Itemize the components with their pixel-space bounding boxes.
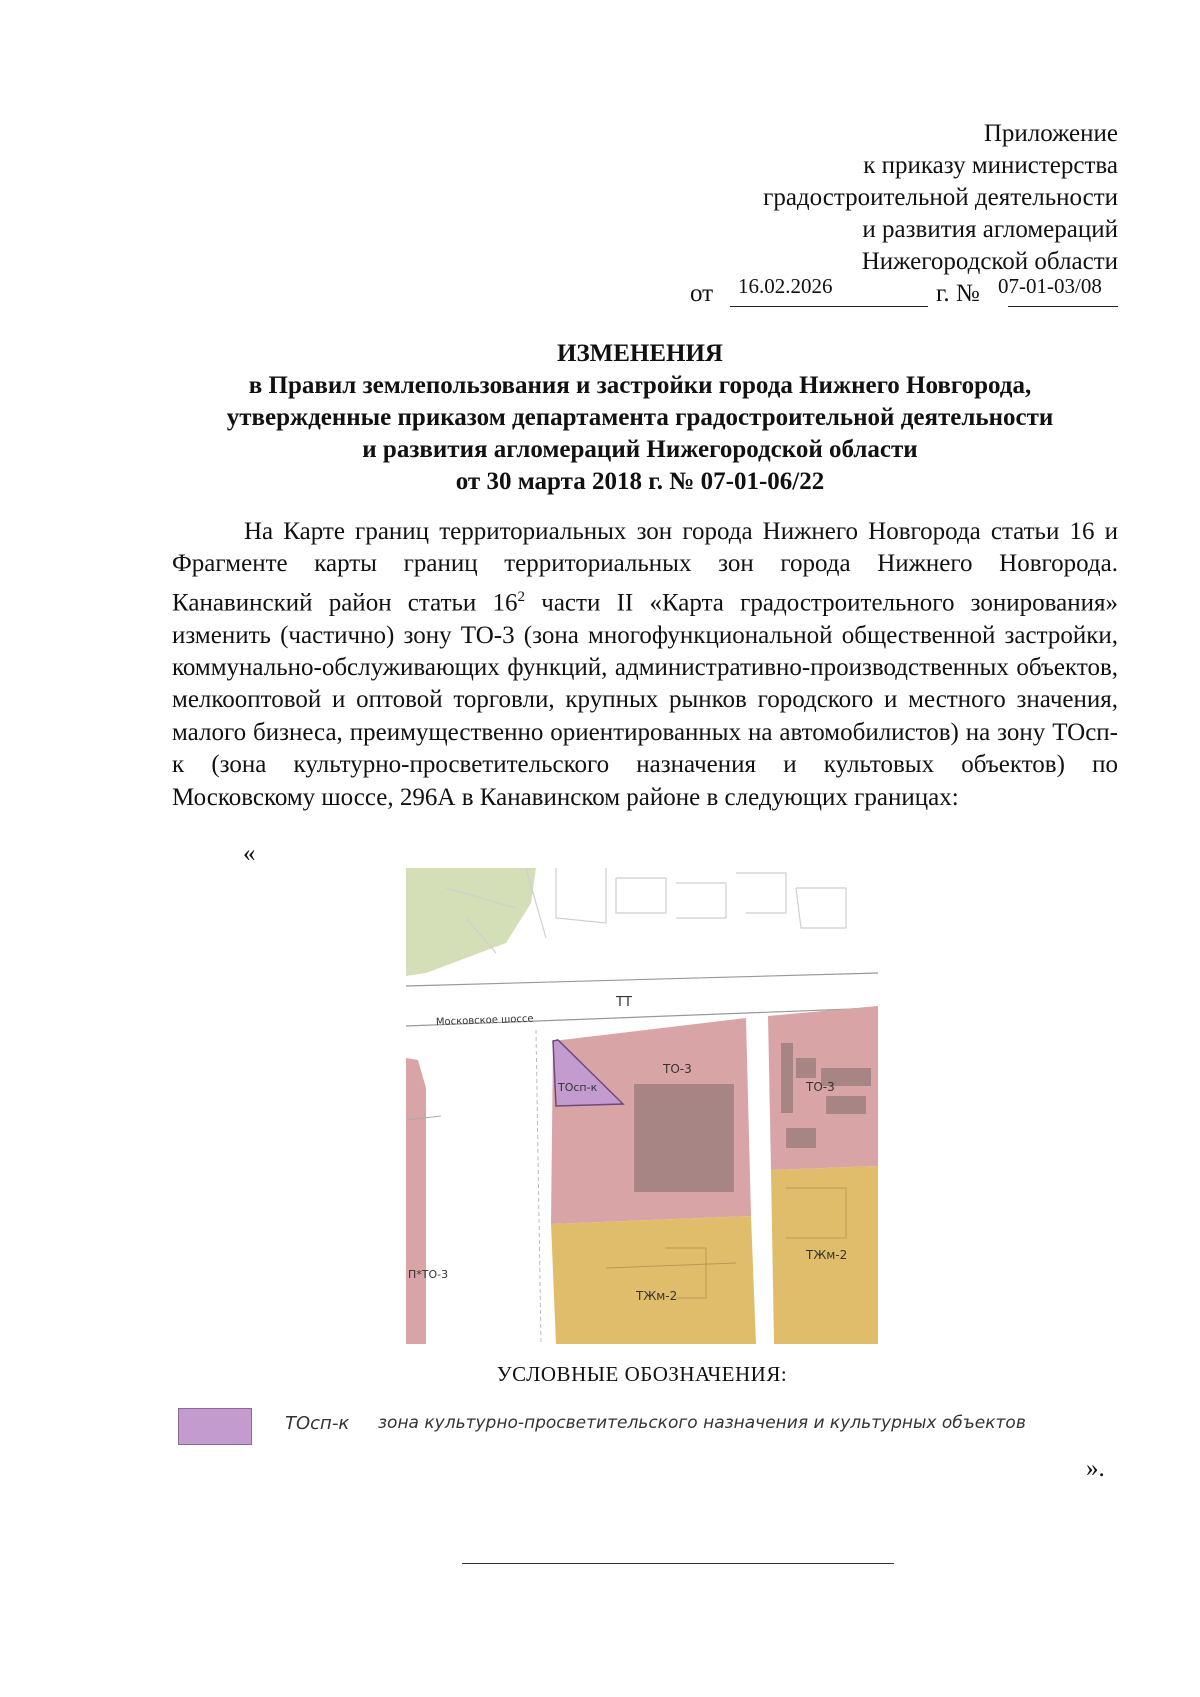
map-label-tt: ТТ	[616, 995, 632, 1010]
header-line: Нижегородской области	[861, 248, 1118, 275]
map-label-to3-right: ТО-3	[806, 1080, 835, 1094]
center-building	[634, 1084, 734, 1192]
title-line: от 30 марта 2018 г. № 07-01-06/22	[455, 468, 825, 495]
title-line: ИЗМЕНЕНИЯ	[557, 340, 723, 367]
header-line: Приложение	[983, 120, 1118, 147]
map-label-tosp: ТОсп-к	[558, 1081, 598, 1094]
order-date: 16.02.2026	[738, 274, 833, 298]
year-number-label: г. №	[936, 280, 980, 307]
p-to3-zone	[406, 1058, 426, 1344]
body-paragraph	[172, 516, 1118, 814]
title-line: и развития агломераций Нижегородской области	[362, 436, 918, 463]
header-line: к приказу министерства	[863, 152, 1118, 179]
number-underline	[1008, 306, 1118, 307]
body-text-part1: На Карте границ территориальных зон города Нижнего Новгорода статьи 16 и Фрагменте карты границ территориальных зон города Нижнего Новгорода. Канавинский район статьи 16	[172, 518, 1118, 617]
document-title	[130, 338, 1150, 498]
appendix-header	[598, 118, 1118, 278]
legend-description: зона культурно-просветительского назначения и культурных объектов	[378, 1413, 1026, 1433]
tzhm-center-zone	[551, 1216, 756, 1344]
map-label-tzhm-center: ТЖм-2	[636, 1289, 678, 1303]
title-line: в Правил землепользования и застройки города Нижнего Новгорода,	[248, 372, 1032, 399]
quote-open: «	[243, 840, 256, 867]
date-underline	[730, 306, 928, 307]
order-date-number	[598, 274, 1118, 308]
map-label-to3-center: ТО-3	[663, 1062, 692, 1076]
title-line: утвержденные приказом департамента градостроительной деятельности	[226, 404, 1054, 431]
header-line: и развития агломераций	[862, 216, 1118, 243]
legend-code: ТОсп-к	[285, 1413, 350, 1434]
map-label-tzhm-right: ТЖм-2	[806, 1248, 848, 1262]
quote-close: ».	[1086, 1455, 1105, 1482]
map-label-street: Московское шоссе	[435, 1013, 534, 1028]
bottom-rule	[462, 1563, 894, 1564]
order-number: 07-01-03/08	[998, 274, 1102, 298]
article-superscript: 2	[517, 588, 526, 605]
legend-title: УСЛОВНЫЕ ОБОЗНАЧЕНИЯ:	[496, 1362, 788, 1386]
from-label: от	[690, 280, 714, 307]
header-line: градостроительной деятельности	[763, 184, 1118, 211]
body-text-part2: части II «Карта градостроительного зонирования» изменить (частично) зону ТО-3 (зона многофункциональной общественной застройки, коммунально-обслуживающих функций, административно-производственных объектов, мелкооптовой и оптовой торговли, крупных рынков городского и местного значения, малого бизнеса, преимущественно ориентированных на автомобилистов) на зону ТОсп-к (зона культурно-просветительского назначения и культовых объектов) по Московскому шоссе, 296А в Канавинском районе в следующих границах:	[172, 589, 1118, 811]
legend-swatch	[178, 1408, 252, 1445]
zoning-map-fragment	[406, 868, 878, 1344]
map-label-p-to3: П*ТО-3	[408, 1268, 449, 1281]
